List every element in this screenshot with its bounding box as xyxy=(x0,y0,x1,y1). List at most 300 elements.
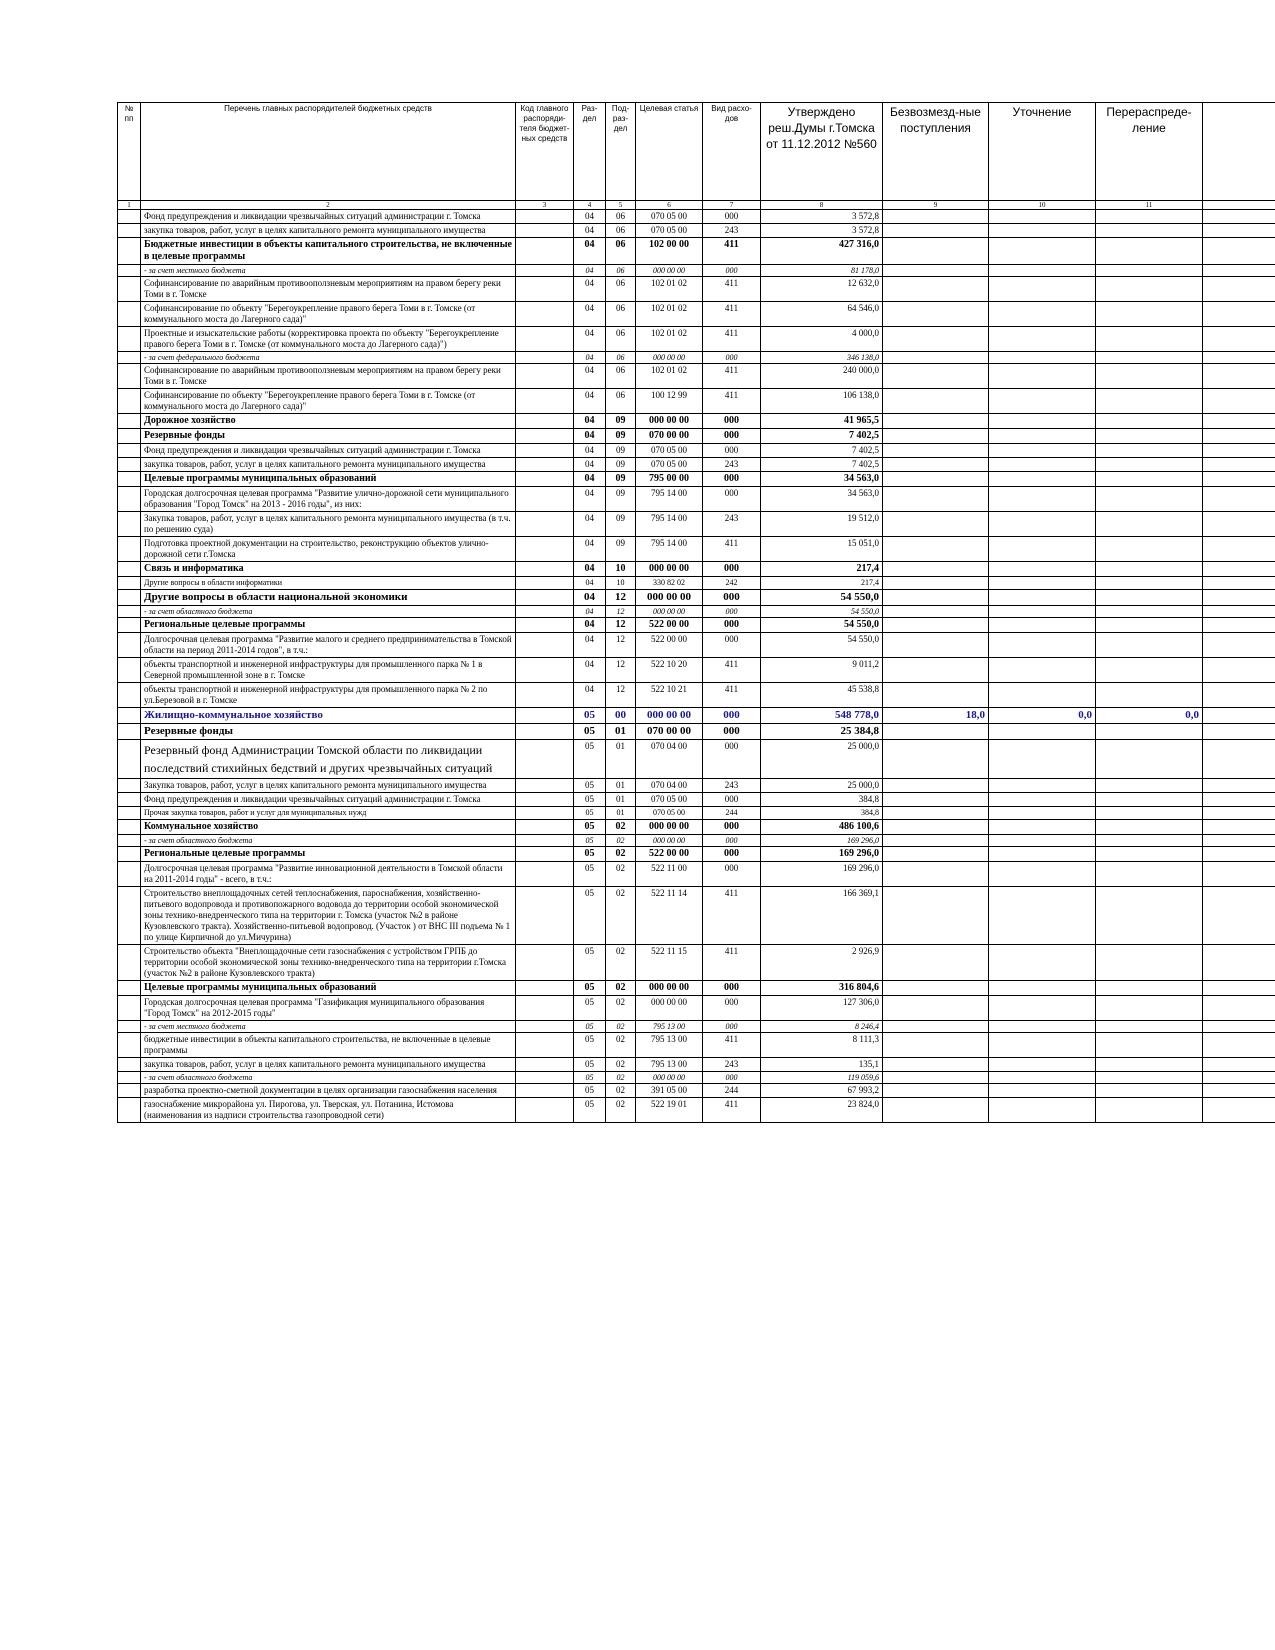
row-clarification xyxy=(989,277,1096,302)
row-clarification xyxy=(989,835,1096,847)
row-expense: 000 xyxy=(703,444,761,458)
table-row xyxy=(118,633,1275,658)
row-extra xyxy=(1203,1098,1275,1123)
row-clarification xyxy=(989,606,1096,618)
table-row xyxy=(118,820,1275,835)
row-podrazdel: 10 xyxy=(606,562,636,577)
row-clarification xyxy=(989,472,1096,487)
row-approved: 54 550,0 xyxy=(761,618,883,633)
row-extra xyxy=(1203,724,1275,740)
row-code xyxy=(516,835,574,847)
row-name: газоснабжение микрорайона ул. Пирогова, ул. Тверская, ул. Потанина, Истомова (наименования из надписи строительства газопроводной сети) xyxy=(141,1098,516,1123)
row-name: Резервные фонды xyxy=(141,724,516,740)
header-num: № пп xyxy=(118,103,141,201)
row-clarification xyxy=(989,996,1096,1021)
row-num xyxy=(118,807,141,820)
row-expense: 000 xyxy=(703,606,761,618)
row-num xyxy=(118,658,141,683)
row-redistribution xyxy=(1096,277,1203,302)
row-code xyxy=(516,458,574,472)
row-num xyxy=(118,458,141,472)
row-extra xyxy=(1203,1058,1275,1072)
row-code xyxy=(516,562,574,577)
row-razdel: 05 xyxy=(574,887,606,945)
row-target: 000 00 00 xyxy=(636,414,703,429)
row-gratuitous xyxy=(883,847,989,862)
row-redistribution xyxy=(1096,444,1203,458)
row-gratuitous xyxy=(883,577,989,590)
row-expense: 000 xyxy=(703,708,761,724)
row-code xyxy=(516,224,574,238)
row-razdel: 04 xyxy=(574,512,606,537)
row-expense: 000 xyxy=(703,793,761,807)
table-row xyxy=(118,1072,1275,1084)
row-expense: 243 xyxy=(703,779,761,793)
row-redistribution xyxy=(1096,512,1203,537)
row-target: 795 00 00 xyxy=(636,472,703,487)
col-number: 4 xyxy=(574,201,606,210)
row-redistribution xyxy=(1096,302,1203,327)
row-redistribution xyxy=(1096,724,1203,740)
row-razdel: 04 xyxy=(574,577,606,590)
row-clarification xyxy=(989,1058,1096,1072)
row-podrazdel: 02 xyxy=(606,1098,636,1123)
row-code xyxy=(516,444,574,458)
row-gratuitous xyxy=(883,887,989,945)
row-extra xyxy=(1203,444,1275,458)
row-razdel: 04 xyxy=(574,590,606,606)
row-razdel: 05 xyxy=(574,981,606,996)
row-name: Городская долгосрочная целевая программа "Газификация муниципального образования "Город Томск" на 2012-2015 годы" xyxy=(141,996,516,1021)
row-podrazdel: 06 xyxy=(606,265,636,277)
row-approved: 54 550,0 xyxy=(761,633,883,658)
row-razdel: 04 xyxy=(574,364,606,389)
row-name: Другие вопросы в области национальной экономики xyxy=(141,590,516,606)
row-target: 522 00 00 xyxy=(636,633,703,658)
table-row xyxy=(118,327,1275,352)
budget-rows xyxy=(118,210,1275,1123)
row-code xyxy=(516,724,574,740)
row-redistribution xyxy=(1096,820,1203,835)
row-num xyxy=(118,683,141,708)
row-name: Строительство объекта "Внеплощадочные сети газоснабжения с устройством ГРПБ до территории особой экономической зоны технико-внедренческого типа на территории г.Томска (участок №2 в районе Кузовлевского тракта) xyxy=(141,945,516,981)
table-row xyxy=(118,389,1275,414)
row-razdel: 04 xyxy=(574,327,606,352)
row-name: Целевые программы муниципальных образований xyxy=(141,472,516,487)
row-redistribution xyxy=(1096,618,1203,633)
row-extra xyxy=(1203,618,1275,633)
row-gratuitous xyxy=(883,590,989,606)
header-approved: Утверждено реш.Думы г.Томска от 11.12.2012 №560 xyxy=(761,103,883,201)
row-expense: 000 xyxy=(703,862,761,887)
row-approved: 34 563,0 xyxy=(761,472,883,487)
row-expense: 243 xyxy=(703,512,761,537)
row-expense: 000 xyxy=(703,429,761,444)
row-razdel: 04 xyxy=(574,277,606,302)
row-clarification xyxy=(989,847,1096,862)
row-gratuitous xyxy=(883,537,989,562)
table-row xyxy=(118,1033,1275,1058)
row-expense: 411 xyxy=(703,302,761,327)
row-redistribution xyxy=(1096,1098,1203,1123)
row-target: 000 00 00 xyxy=(636,835,703,847)
row-podrazdel: 02 xyxy=(606,887,636,945)
row-gratuitous xyxy=(883,352,989,364)
row-podrazdel: 09 xyxy=(606,472,636,487)
row-podrazdel: 02 xyxy=(606,981,636,996)
row-code xyxy=(516,472,574,487)
row-code xyxy=(516,887,574,945)
row-redistribution xyxy=(1096,740,1203,779)
row-name: Жилищно-коммунальное хозяйство xyxy=(141,708,516,724)
row-code xyxy=(516,996,574,1021)
row-clarification xyxy=(989,724,1096,740)
row-podrazdel: 01 xyxy=(606,793,636,807)
row-clarification xyxy=(989,793,1096,807)
row-expense: 411 xyxy=(703,658,761,683)
row-num xyxy=(118,606,141,618)
row-gratuitous xyxy=(883,793,989,807)
row-razdel: 04 xyxy=(574,414,606,429)
table-row xyxy=(118,414,1275,429)
row-target: 000 00 00 xyxy=(636,1072,703,1084)
row-num xyxy=(118,352,141,364)
table-row xyxy=(118,945,1275,981)
row-code xyxy=(516,820,574,835)
row-clarification xyxy=(989,414,1096,429)
row-expense: 000 xyxy=(703,210,761,224)
row-extra xyxy=(1203,658,1275,683)
row-redistribution xyxy=(1096,327,1203,352)
row-extra xyxy=(1203,847,1275,862)
row-name: - за счет местного бюджета xyxy=(141,1021,516,1033)
table-row xyxy=(118,618,1275,633)
row-clarification: 0,0 xyxy=(989,708,1096,724)
row-num xyxy=(118,577,141,590)
row-redistribution xyxy=(1096,458,1203,472)
header-code: Код главного распоряди-теля бюджет-ных средств xyxy=(516,103,574,201)
row-podrazdel: 01 xyxy=(606,779,636,793)
table-row xyxy=(118,847,1275,862)
row-num xyxy=(118,590,141,606)
row-target: 070 05 00 xyxy=(636,807,703,820)
row-clarification xyxy=(989,364,1096,389)
row-extra xyxy=(1203,1033,1275,1058)
row-approved: 119 059,6 xyxy=(761,1072,883,1084)
row-expense: 411 xyxy=(703,1033,761,1058)
row-name: Строительство внеплощадочных сетей теплоснабжения, пароснабжения, хозяйственно-питьевого водопровода и противопожарного водовода до территории особой экономической зоны технико-внедренческого типа на территории г. Томска (участок №2 в районе Кузовлевского тракта). Хозяйственно-питьевой водопровод. (Участок ) от ВНС III подъема № 1 по улице Кирпичной до ул.Мичурина) xyxy=(141,887,516,945)
row-expense: 000 xyxy=(703,847,761,862)
row-podrazdel: 02 xyxy=(606,1033,636,1058)
row-target: 102 00 00 xyxy=(636,238,703,265)
row-num xyxy=(118,862,141,887)
row-gratuitous xyxy=(883,606,989,618)
row-code xyxy=(516,265,574,277)
row-gratuitous xyxy=(883,807,989,820)
row-clarification xyxy=(989,683,1096,708)
row-razdel: 04 xyxy=(574,658,606,683)
row-podrazdel: 02 xyxy=(606,1072,636,1084)
row-extra xyxy=(1203,265,1275,277)
row-podrazdel: 09 xyxy=(606,444,636,458)
row-podrazdel: 01 xyxy=(606,724,636,740)
row-redistribution: 0,0 xyxy=(1096,708,1203,724)
row-podrazdel: 02 xyxy=(606,945,636,981)
row-clarification xyxy=(989,658,1096,683)
table-row xyxy=(118,562,1275,577)
table-row xyxy=(118,472,1275,487)
row-podrazdel: 09 xyxy=(606,537,636,562)
table-row xyxy=(118,210,1275,224)
row-razdel: 04 xyxy=(574,238,606,265)
row-extra xyxy=(1203,414,1275,429)
row-num xyxy=(118,562,141,577)
row-redistribution xyxy=(1096,577,1203,590)
row-approved: 316 804,6 xyxy=(761,981,883,996)
row-redistribution xyxy=(1096,847,1203,862)
row-name: - за счет областного бюджета xyxy=(141,1072,516,1084)
row-podrazdel: 01 xyxy=(606,740,636,779)
row-podrazdel: 09 xyxy=(606,429,636,444)
row-target: 070 04 00 xyxy=(636,779,703,793)
row-gratuitous xyxy=(883,835,989,847)
row-target: 522 10 20 xyxy=(636,658,703,683)
row-name: закупка товаров, работ, услуг в целях капитального ремонта муниципального имущества xyxy=(141,1058,516,1072)
header-gratuitous: Безвозмезд-ные поступления xyxy=(883,103,989,201)
row-razdel: 05 xyxy=(574,996,606,1021)
row-razdel: 05 xyxy=(574,1084,606,1098)
row-extra xyxy=(1203,807,1275,820)
col-number: 7 xyxy=(703,201,761,210)
row-num xyxy=(118,779,141,793)
row-extra xyxy=(1203,945,1275,981)
row-num xyxy=(118,429,141,444)
row-target: 000 00 00 xyxy=(636,606,703,618)
row-extra xyxy=(1203,512,1275,537)
row-redistribution xyxy=(1096,1058,1203,1072)
row-redistribution xyxy=(1096,537,1203,562)
row-gratuitous xyxy=(883,265,989,277)
row-razdel: 04 xyxy=(574,389,606,414)
row-num xyxy=(118,277,141,302)
row-gratuitous xyxy=(883,1098,989,1123)
row-code xyxy=(516,1084,574,1098)
row-approved: 7 402,5 xyxy=(761,429,883,444)
row-clarification xyxy=(989,633,1096,658)
row-gratuitous xyxy=(883,1021,989,1033)
row-razdel: 04 xyxy=(574,537,606,562)
row-razdel: 05 xyxy=(574,847,606,862)
row-gratuitous xyxy=(883,277,989,302)
row-clarification xyxy=(989,1072,1096,1084)
row-razdel: 04 xyxy=(574,487,606,512)
table-row xyxy=(118,807,1275,820)
row-expense: 411 xyxy=(703,537,761,562)
row-extra xyxy=(1203,458,1275,472)
row-code xyxy=(516,512,574,537)
row-code xyxy=(516,537,574,562)
row-expense: 411 xyxy=(703,238,761,265)
row-razdel: 04 xyxy=(574,210,606,224)
row-code xyxy=(516,590,574,606)
row-redistribution xyxy=(1096,658,1203,683)
row-approved: 548 778,0 xyxy=(761,708,883,724)
row-gratuitous xyxy=(883,444,989,458)
row-name: - за счет федерального бюджета xyxy=(141,352,516,364)
row-num xyxy=(118,996,141,1021)
row-podrazdel: 06 xyxy=(606,210,636,224)
row-expense: 000 xyxy=(703,1072,761,1084)
row-name: Софинансирование по аварийным противооползневым мероприятиям на правом берегу реки Томи в г. Томске xyxy=(141,364,516,389)
row-gratuitous xyxy=(883,472,989,487)
table-row xyxy=(118,1098,1275,1123)
row-num xyxy=(118,1072,141,1084)
header-redistribution: Перераспреде-ление xyxy=(1096,103,1203,201)
row-redistribution xyxy=(1096,981,1203,996)
row-name: бюджетные инвестиции в объекты капитального строительства, не включенные в целевые программы xyxy=(141,1033,516,1058)
col-number-extra xyxy=(1203,201,1275,210)
row-clarification xyxy=(989,862,1096,887)
table-row xyxy=(118,458,1275,472)
row-gratuitous xyxy=(883,779,989,793)
table-row xyxy=(118,1021,1275,1033)
row-num xyxy=(118,740,141,779)
row-extra xyxy=(1203,472,1275,487)
row-redistribution xyxy=(1096,210,1203,224)
row-target: 000 00 00 xyxy=(636,265,703,277)
table-row xyxy=(118,779,1275,793)
row-razdel: 05 xyxy=(574,820,606,835)
row-approved: 3 572,8 xyxy=(761,210,883,224)
row-target: 522 00 00 xyxy=(636,618,703,633)
row-redistribution xyxy=(1096,238,1203,265)
row-redistribution xyxy=(1096,1072,1203,1084)
row-approved: 15 051,0 xyxy=(761,537,883,562)
row-approved: 7 402,5 xyxy=(761,458,883,472)
row-gratuitous xyxy=(883,429,989,444)
row-expense: 243 xyxy=(703,1058,761,1072)
row-num xyxy=(118,487,141,512)
row-clarification xyxy=(989,1021,1096,1033)
row-podrazdel: 09 xyxy=(606,512,636,537)
row-gratuitous xyxy=(883,683,989,708)
row-redistribution xyxy=(1096,793,1203,807)
row-name: Закупка товаров, работ, услуг в целях капитального ремонта муниципального имущества (в т.ч. по решению суда) xyxy=(141,512,516,537)
row-num xyxy=(118,618,141,633)
row-expense: 411 xyxy=(703,887,761,945)
col-number: 11 xyxy=(1096,201,1203,210)
row-expense: 000 xyxy=(703,835,761,847)
row-name: Целевые программы муниципальных образований xyxy=(141,981,516,996)
row-target: 102 01 02 xyxy=(636,327,703,352)
row-clarification xyxy=(989,487,1096,512)
row-clarification xyxy=(989,807,1096,820)
row-name: Долгосрочная целевая программа "Развитие инновационной деятельности в Томской области на 2011-2014 годы" - всего, в т.ч.: xyxy=(141,862,516,887)
row-name: Резервный фонд Администрации Томской области по ликвидации последствий стихийных бедствий и других чрезвычайных ситуаций xyxy=(141,740,516,779)
row-target: 795 13 00 xyxy=(636,1033,703,1058)
row-extra xyxy=(1203,1021,1275,1033)
row-razdel: 05 xyxy=(574,1021,606,1033)
row-num xyxy=(118,364,141,389)
row-razdel: 04 xyxy=(574,224,606,238)
row-extra xyxy=(1203,562,1275,577)
row-clarification xyxy=(989,265,1096,277)
row-num xyxy=(118,1058,141,1072)
table-row xyxy=(118,683,1275,708)
row-approved: 7 402,5 xyxy=(761,444,883,458)
table-row xyxy=(118,429,1275,444)
row-code xyxy=(516,577,574,590)
table-row xyxy=(118,352,1275,364)
row-approved: 45 538,8 xyxy=(761,683,883,708)
row-razdel: 05 xyxy=(574,862,606,887)
row-target: 070 00 00 xyxy=(636,724,703,740)
row-gratuitous xyxy=(883,945,989,981)
table-row xyxy=(118,238,1275,265)
row-extra xyxy=(1203,633,1275,658)
row-name: Софинансирование по объекту "Берегоукрепление правого берега Томи в г. Томске (от коммунального моста до Лагерного сада)" xyxy=(141,389,516,414)
row-expense: 411 xyxy=(703,683,761,708)
row-name: Региональные целевые программы xyxy=(141,618,516,633)
row-gratuitous xyxy=(883,981,989,996)
row-gratuitous xyxy=(883,996,989,1021)
row-podrazdel: 12 xyxy=(606,590,636,606)
row-target: 330 82 02 xyxy=(636,577,703,590)
row-podrazdel: 00 xyxy=(606,708,636,724)
row-name: Связь и информатика xyxy=(141,562,516,577)
row-extra xyxy=(1203,862,1275,887)
row-razdel: 04 xyxy=(574,458,606,472)
row-expense: 000 xyxy=(703,981,761,996)
row-approved: 486 100,6 xyxy=(761,820,883,835)
table-row xyxy=(118,887,1275,945)
row-expense: 000 xyxy=(703,633,761,658)
row-target: 070 05 00 xyxy=(636,458,703,472)
row-gratuitous xyxy=(883,658,989,683)
row-extra xyxy=(1203,606,1275,618)
row-razdel: 05 xyxy=(574,945,606,981)
row-redistribution xyxy=(1096,807,1203,820)
row-code xyxy=(516,1058,574,1072)
table-row xyxy=(118,224,1275,238)
row-razdel: 04 xyxy=(574,444,606,458)
row-redistribution xyxy=(1096,1021,1203,1033)
row-approved: 8 111,3 xyxy=(761,1033,883,1058)
table-row xyxy=(118,708,1275,724)
table-row xyxy=(118,862,1275,887)
row-expense: 411 xyxy=(703,945,761,981)
row-podrazdel: 12 xyxy=(606,606,636,618)
row-target: 522 11 15 xyxy=(636,945,703,981)
row-code xyxy=(516,708,574,724)
row-code xyxy=(516,352,574,364)
row-code xyxy=(516,414,574,429)
row-approved: 25 000,0 xyxy=(761,779,883,793)
row-gratuitous xyxy=(883,740,989,779)
row-name: Закупка товаров, работ, услуг в целях капитального ремонта муниципального имущества xyxy=(141,779,516,793)
row-razdel: 05 xyxy=(574,807,606,820)
row-code xyxy=(516,633,574,658)
row-razdel: 05 xyxy=(574,1072,606,1084)
header-razdel: Раз-дел xyxy=(574,103,606,201)
header-row xyxy=(118,103,1275,201)
table-row xyxy=(118,793,1275,807)
row-name: - за счет местного бюджета xyxy=(141,265,516,277)
row-name: Прочая закупка товаров, работ и услуг для муниципальных нужд xyxy=(141,807,516,820)
row-gratuitous xyxy=(883,1084,989,1098)
row-approved: 2 926,9 xyxy=(761,945,883,981)
row-razdel: 04 xyxy=(574,683,606,708)
